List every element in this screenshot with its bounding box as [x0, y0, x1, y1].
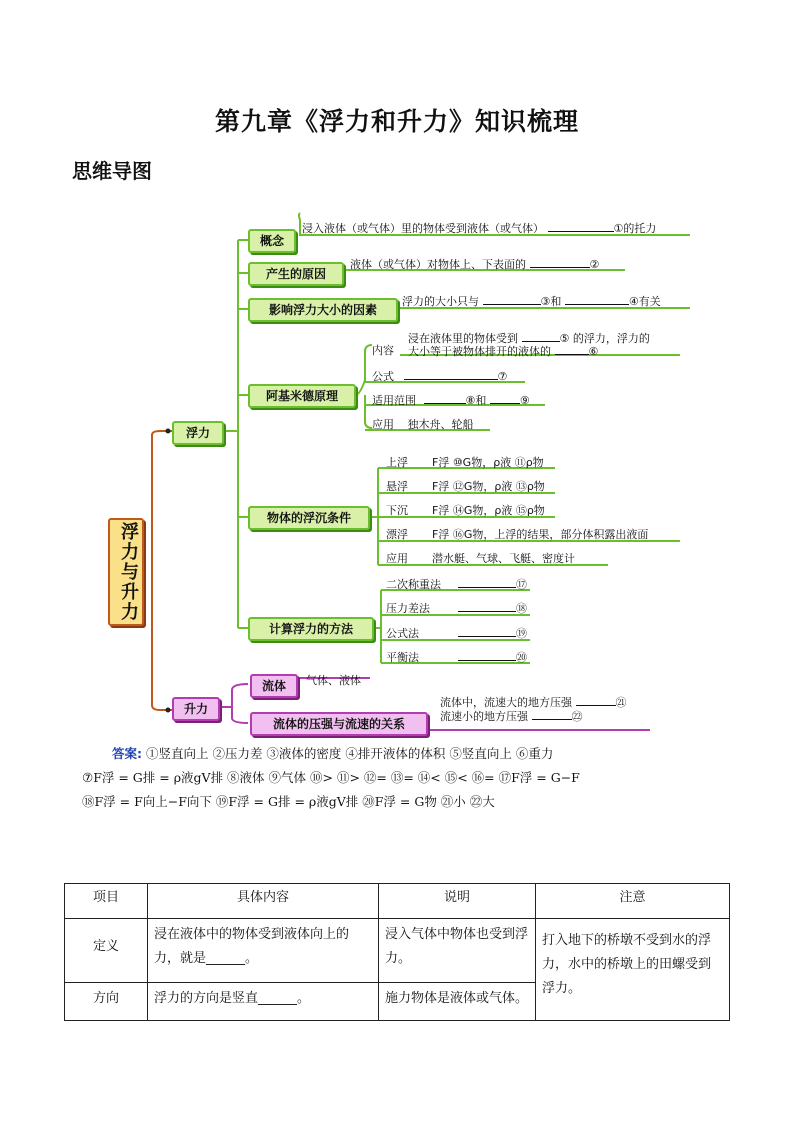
float-sink-row-text: F浮 ⑫G物，ρ液 ⑬ρ物	[432, 480, 545, 493]
archimedes-node: 阿基米德原理	[248, 384, 356, 408]
method-row-num: ⑰	[516, 578, 527, 591]
header-item: 项目	[65, 884, 148, 919]
archimedes-content-text2: 大小等于被物体排开的液体的	[408, 345, 551, 358]
method-row-blank	[458, 625, 527, 641]
archimedes-content-text1: 浸在液体里的物体受到	[408, 332, 518, 345]
float-sink-row-label: 悬浮	[386, 480, 408, 493]
concept-blank: ①的托力	[613, 222, 657, 235]
method-row-blank	[458, 649, 527, 665]
formula-blank: ⑦	[497, 370, 508, 383]
archimedes-content-label: 内容	[372, 344, 394, 357]
root-label: 浮力与升力	[118, 522, 139, 622]
ps-line2: 流速小的地方压强	[440, 710, 528, 723]
formula-label: 公式	[372, 370, 394, 383]
archimedes-content-text1b: 的浮力，浮力的	[572, 332, 650, 345]
archimedes-blank6: ⑥	[588, 345, 599, 358]
float-sink-row-text: F浮 ⑩G物，ρ液 ⑪ρ物	[432, 456, 544, 469]
archimedes-content-line2	[408, 343, 598, 359]
blank	[404, 379, 498, 380]
float-sink-row-label: 应用	[386, 552, 408, 565]
buoyancy-node: 浮力	[172, 421, 224, 445]
method-row-num: ⑲	[516, 627, 527, 640]
concept-node: 概念	[248, 229, 296, 253]
table-row	[65, 919, 730, 983]
blank	[458, 660, 516, 661]
float-sink-row-label: 下沉	[386, 504, 408, 517]
app-text: 独木舟、轮船	[407, 418, 474, 431]
fluid-text: 气体、液体	[306, 674, 361, 687]
scope-blank9: ⑨	[519, 394, 530, 407]
archimedes-blank5: ⑤	[559, 332, 570, 345]
blank	[522, 341, 560, 342]
method-row-blank	[458, 600, 527, 616]
float-sink-row-label: 上浮	[386, 456, 408, 469]
methods-node: 计算浮力的方法	[248, 617, 374, 641]
archimedes-application	[372, 416, 474, 432]
cause-node: 产生的原因	[248, 262, 344, 286]
factors-node: 影响浮力大小的因素	[248, 298, 398, 322]
root-node	[108, 518, 144, 626]
concept-text	[302, 220, 656, 236]
blank	[458, 611, 516, 612]
blank	[532, 719, 572, 720]
cause-text	[350, 256, 599, 272]
method-row-label: 压力差法	[386, 602, 430, 615]
row-content: 浸在液体中的物体受到液体向上的力，就是______。	[148, 919, 379, 983]
factors-blank1: ③和	[540, 295, 562, 308]
row-content: 浮力的方向是竖直______。	[148, 983, 379, 1021]
section-heading: 思维导图	[72, 159, 152, 183]
method-row-label: 平衡法	[386, 651, 419, 664]
blank	[490, 403, 520, 404]
float-sink-node: 物体的浮沉条件	[248, 506, 370, 530]
cause-blank: ②	[589, 258, 600, 271]
ps-line1: 流体中，流速大的地方压强	[440, 696, 572, 709]
method-row-label: 二次称重法	[386, 578, 441, 591]
row-note: 浸入气体中物体也受到浮力。	[379, 919, 536, 983]
method-row-num: ⑳	[516, 651, 527, 664]
answers-line3: ⑱F浮 = F向上−F向下 ⑲F浮 = G排 = ρ液gV排 ⑳F浮 = G物 ㉑小 ㉒大	[82, 794, 495, 809]
blank	[555, 354, 589, 355]
answers-text1: ①竖直向上 ②压力差 ③液体的密度 ④排开液体的体积 ⑤竖直向上 ⑥重力	[145, 746, 554, 761]
answers-label: 答案:	[112, 746, 142, 761]
blank	[565, 304, 629, 305]
blank	[576, 705, 616, 706]
cause-text-main: 液体（或气体）对物体上、下表面的	[350, 258, 526, 271]
blank	[548, 231, 614, 232]
archimedes-formula	[372, 368, 507, 384]
header-attention: 注意	[536, 884, 730, 919]
ps-num2: ㉒	[571, 710, 583, 723]
row-item: 定义	[65, 919, 148, 983]
factors-blank2: ④有关	[628, 295, 661, 308]
header-content: 具体内容	[148, 884, 379, 919]
header-note: 说明	[379, 884, 536, 919]
pressure-speed-line2	[440, 708, 583, 724]
pressure-speed-node: 流体的压强与流速的关系	[250, 712, 428, 736]
row-attention: 打入地下的桥墩不受到水的浮力，水中的桥墩上的田螺受到浮力。	[536, 919, 730, 1021]
blank	[458, 587, 516, 588]
method-row-num: ⑱	[516, 602, 527, 615]
float-sink-row-label: 漂浮	[386, 528, 408, 541]
row-item: 方向	[65, 983, 148, 1021]
float-sink-row-text: 潜水艇、气球、飞艇、密度计	[432, 552, 575, 565]
page-title: 第九章《浮力和升力》知识梳理	[214, 107, 579, 136]
float-sink-row-text: F浮 ⑯G物，上浮的结果，部分体积露出液面	[432, 528, 649, 541]
blank	[483, 304, 541, 305]
blank	[424, 403, 466, 404]
method-row-label: 公式法	[386, 627, 419, 640]
fluid-node: 流体	[250, 674, 298, 698]
app-label: 应用	[372, 418, 394, 431]
blank	[458, 636, 516, 637]
archimedes-scope	[372, 392, 530, 408]
lift-node: 升力	[172, 697, 220, 721]
table-header-row	[65, 884, 730, 919]
scope-label: 适用范围	[372, 394, 416, 407]
row-note: 施力物体是液体或气体。	[379, 983, 536, 1021]
answers-line1	[112, 744, 553, 762]
scope-blank8: ⑧和	[465, 394, 487, 407]
knowledge-table	[64, 883, 730, 1021]
blank	[530, 267, 590, 268]
factors-text-main: 浮力的大小只与	[402, 295, 479, 308]
answers-line2: ⑦F浮 = G排 = ρ液gV排 ⑧液体 ⑨气体 ⑩> ⑪> ⑫= ⑬= ⑭< ⑮< ⑯= ⑰F浮 = G−F	[82, 770, 580, 785]
factors-text	[402, 293, 661, 309]
method-row-blank	[458, 576, 527, 592]
concept-text-main: 浸入液体（或气体）里的物体受到液体（或气体）	[302, 222, 544, 235]
ps-num1: ㉑	[615, 696, 627, 709]
float-sink-row-text: F浮 ⑭G物，ρ液 ⑮ρ物	[432, 504, 545, 517]
